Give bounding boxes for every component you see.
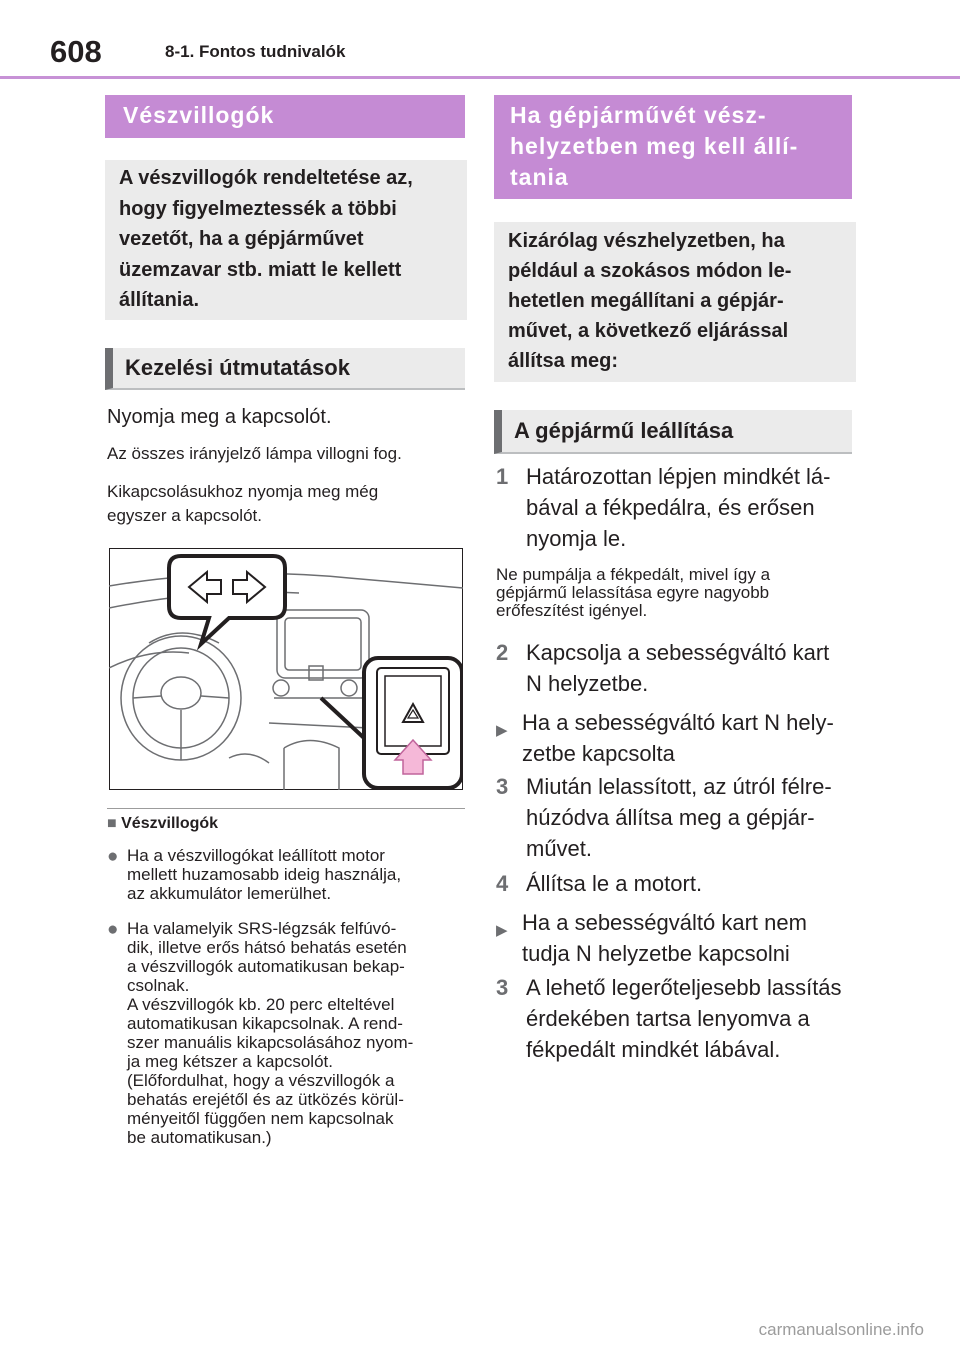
info-line: behatás erejétől és az ütközés körül- bbox=[127, 1090, 404, 1109]
right-title-box bbox=[494, 95, 852, 199]
left-title-box bbox=[105, 95, 465, 138]
info-line: csolnak. bbox=[127, 976, 190, 995]
info-line: ményeitől függően nem kapcsolnak bbox=[127, 1109, 394, 1128]
info-line: dik, illetve erős hátsó behatás esetén bbox=[127, 938, 407, 957]
dashboard-illustration bbox=[109, 548, 463, 790]
step-line: művet. bbox=[526, 836, 593, 861]
info-line: (Előfordulhat, hogy a vészvillogók a bbox=[127, 1071, 395, 1090]
intro-line: vezetőt, ha a gépjárművet bbox=[119, 228, 364, 250]
step-4 bbox=[496, 868, 856, 899]
step-line: Állítsa le a motort. bbox=[526, 871, 703, 896]
intro-line: állítsa meg: bbox=[508, 350, 619, 372]
info-line: A vészvillogók kb. 20 perc elteltével bbox=[127, 995, 395, 1014]
info-line: az akkumulátor lemerülhet. bbox=[127, 884, 332, 903]
intro-line: Kizárólag vészhelyzetben, ha bbox=[508, 230, 785, 252]
info-line: Ha valamelyik SRS-légzsák felfúvó- bbox=[127, 919, 397, 938]
triangle-right-icon: ▶ bbox=[496, 922, 508, 939]
info-divider bbox=[107, 808, 465, 809]
intro-line: A vészvillogók rendeltetése az, bbox=[119, 167, 413, 189]
step-line: húzódva állítsa meg a gépjár- bbox=[526, 805, 815, 830]
left-title: Vészvillogók bbox=[123, 102, 275, 128]
note-line: Ne pumpálja a fékpedált, mivel így a bbox=[496, 565, 771, 584]
left-intro-box bbox=[105, 160, 467, 320]
note-all-signals: Az összes irányjelző lámpa villogni fog. bbox=[107, 444, 402, 463]
right-intro-box bbox=[494, 222, 856, 382]
step-1 bbox=[496, 461, 856, 554]
step-line: Kapcsolja a sebességváltó kart bbox=[526, 640, 830, 665]
right-title-line: tania bbox=[510, 164, 569, 190]
instructions-heading: Kezelési útmutatások bbox=[125, 355, 350, 380]
step-line: N helyzetbe. bbox=[526, 671, 649, 696]
step-line: érdekében tartsa lenyomva a bbox=[526, 1006, 810, 1031]
round-bullet-icon: ● bbox=[107, 919, 119, 940]
page-number: 608 bbox=[50, 34, 102, 69]
case-in-neutral bbox=[496, 707, 856, 769]
info-item bbox=[107, 846, 465, 903]
intro-line: hogy figyelmeztessék a többi bbox=[119, 197, 397, 220]
right-title-line: Ha gépjárművét vész- bbox=[510, 102, 767, 128]
note-switch-off bbox=[107, 480, 378, 528]
section-title: 8-1. Fontos tudnivalók bbox=[165, 42, 346, 61]
step-1-note bbox=[496, 566, 770, 620]
case-line: zetbe kapcsolta bbox=[522, 741, 675, 766]
info-title-text: Vészvillogók bbox=[121, 815, 219, 832]
instructions-heading-bar bbox=[105, 348, 465, 390]
intro-line: például a szokásos módon le- bbox=[508, 260, 792, 282]
step-3a bbox=[496, 771, 856, 864]
case-line: Ha a sebességváltó kart nem bbox=[522, 910, 807, 935]
step-line: A lehető legerőteljesebb lassítás bbox=[526, 975, 842, 1000]
stop-heading: A gépjármű leállítása bbox=[514, 418, 734, 443]
note-line: erőfeszítést igényel. bbox=[496, 601, 648, 620]
note-line: egyszer a kapcsolót. bbox=[107, 506, 262, 525]
note-line: Kikapcsolásukhoz nyomja meg még bbox=[107, 482, 379, 501]
step-number: 1 bbox=[496, 464, 509, 489]
note-line: gépjármű lelassítása egyre nagyobb bbox=[496, 583, 770, 602]
case-not-neutral bbox=[496, 907, 856, 969]
step-number: 3 bbox=[496, 774, 509, 799]
footer-watermark: carmanualsonline.info bbox=[758, 1320, 924, 1339]
info-line: a vészvillogók automatikusan bekap- bbox=[127, 957, 405, 976]
step-line: nyomja le. bbox=[526, 526, 627, 551]
case-line: Ha a sebességváltó kart N hely- bbox=[522, 710, 834, 735]
step-line: Miután lelassított, az útról félre- bbox=[526, 774, 832, 799]
step-2 bbox=[496, 637, 856, 699]
stop-heading-bar bbox=[494, 410, 852, 454]
step-line: Határozottan lépjen mindkét lá- bbox=[526, 464, 831, 489]
step-3b bbox=[496, 972, 856, 1065]
intro-line: állítania. bbox=[119, 289, 200, 311]
info-line: be automatikusan.) bbox=[127, 1128, 272, 1147]
step-number: 2 bbox=[496, 640, 509, 665]
info-line: szer manuális kikapcsolásához nyom- bbox=[127, 1033, 414, 1052]
info-line: automatikusan kikapcsolnak. A rend- bbox=[127, 1014, 403, 1033]
step-line: fékpedált mindkét lábával. bbox=[526, 1037, 781, 1062]
info-line: mellett huzamosabb ideig használja, bbox=[127, 865, 402, 884]
step-number: 4 bbox=[496, 871, 509, 896]
step-number: 3 bbox=[496, 975, 509, 1000]
info-line: Ha a vészvillogókat leállított motor bbox=[127, 846, 385, 865]
header-divider bbox=[0, 76, 960, 79]
info-title bbox=[107, 815, 218, 833]
intro-line: üzemzavar stb. miatt le kellett bbox=[119, 258, 402, 281]
case-line: tudja N helyzetbe kapcsolni bbox=[522, 941, 790, 966]
intro-line: hetetlen megállítani a gépjár- bbox=[508, 290, 784, 312]
round-bullet-icon: ● bbox=[107, 846, 119, 867]
square-bullet-icon: ■ bbox=[107, 815, 117, 832]
right-title-line: helyzetben meg kell állí- bbox=[510, 133, 799, 159]
triangle-right-icon: ▶ bbox=[496, 722, 508, 739]
press-switch-text: Nyomja meg a kapcsolót. bbox=[107, 406, 332, 428]
info-item bbox=[107, 919, 465, 1147]
intro-line: művet, a következő eljárással bbox=[508, 320, 789, 342]
step-line: bával a fékpedálra, és erősen bbox=[526, 495, 815, 520]
info-line: ja meg kétszer a kapcsolót. bbox=[127, 1052, 333, 1071]
